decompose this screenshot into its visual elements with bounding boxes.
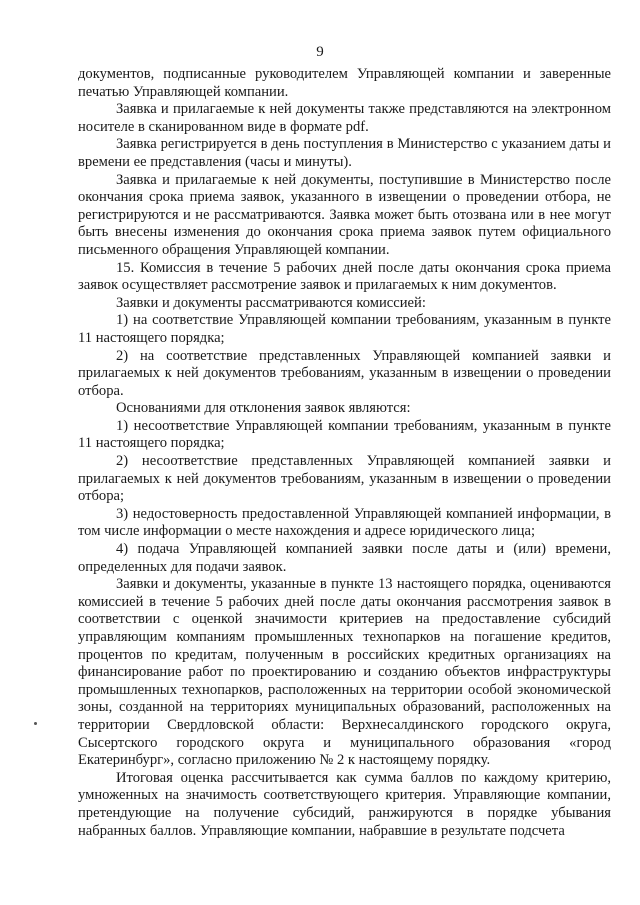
list-item: 4) подача Управляющей компанией заявки после даты и (или) времени, определенных для подачи заявок. (78, 541, 611, 575)
paragraph: Итоговая оценка рассчитывается как сумма баллов по каждому критерию, умноженных на значимость соответствующего критерия. Управляющие компании, претендующие на получение субсидий, ранжируются в порядке убывания набранных баллов. Управляющие компании, набравшие в результате подсчета (78, 769, 611, 839)
page-number: 9 (316, 44, 324, 60)
scan-speck (34, 722, 37, 725)
list-item: 2) несоответствие представленных Управляющей компанией заявки и прилагаемых к ней документов требованиям, указанным в извещении о проведении отбора; (78, 453, 611, 505)
paragraph: Заявка и прилагаемые к ней документы также представляются на электронном носителе в сканированном виде в формате pdf. (78, 101, 611, 135)
paragraph: Заявки и документы, указанные в пункте 13 настоящего порядка, оцениваются комиссией в течение 5 рабочих дней после даты окончания рассмотрения заявок в соответствии с оценкой значимости критериев на предоставление субсидий управляющим компаниям промышленных технопарков на погашение кредитов, процентов по кредитам, полученным в российских кредитных организациях на финансирование работ по проектированию и созданию объектов инфраструктуры промышленных технопарков, расположенных на территории особой экономической зоны, созданной на территориях муниципальных образований, расположенных на территории Свердловской области: Верхнесалдинского городского округа, Сысертского городского округа и муниципального образования «город Екатеринбург», согласно приложению № 2 к настоящему порядку. (78, 576, 611, 769)
paragraph: 15. Комиссия в течение 5 рабочих дней после даты окончания срока приема заявок осуществляет рассмотрение заявок и прилагаемых к ним документов. (78, 259, 611, 294)
list-item: 1) на соответствие Управляющей компании требованиям, указанным в пункте 11 настоящего порядка; (78, 312, 611, 346)
paragraph: Заявка и прилагаемые к ней документы, поступившие в Министерство после окончания срока приема заявок, указанного в извещении о проведении отбора, не регистрируются и не рассматриваются. Заявка может быть отозвана или в нее могут быть внесены изменения до окончания срока приема заявок путем официального письменного обращения Управляющей компании. (78, 171, 611, 258)
paragraph: Основаниями для отклонения заявок являются: (116, 400, 411, 417)
paragraph: документов, подписанные руководителем Управляющей компании и заверенные печатью Управляющей компании. (78, 66, 611, 100)
paragraph: Заявка регистрируется в день поступления в Министерство с указанием даты и времени ее представления (часы и минуты). (78, 136, 611, 170)
list-item: 1) несоответствие Управляющей компании требованиям, указанным в пункте 11 настоящего порядка; (78, 417, 611, 452)
list-item: 2) на соответствие представленных Управляющей компанией заявки и прилагаемых к ней документов требованиям, указанным в извещении о проведении отбора. (78, 347, 611, 399)
paragraph: Заявки и документы рассматриваются комиссией: (116, 294, 426, 311)
document-body (78, 66, 611, 840)
list-item: 3) недостоверность предоставленной Управляющей компанией информации, в том числе информации о месте нахождения и адресе юридического лица; (78, 505, 611, 540)
